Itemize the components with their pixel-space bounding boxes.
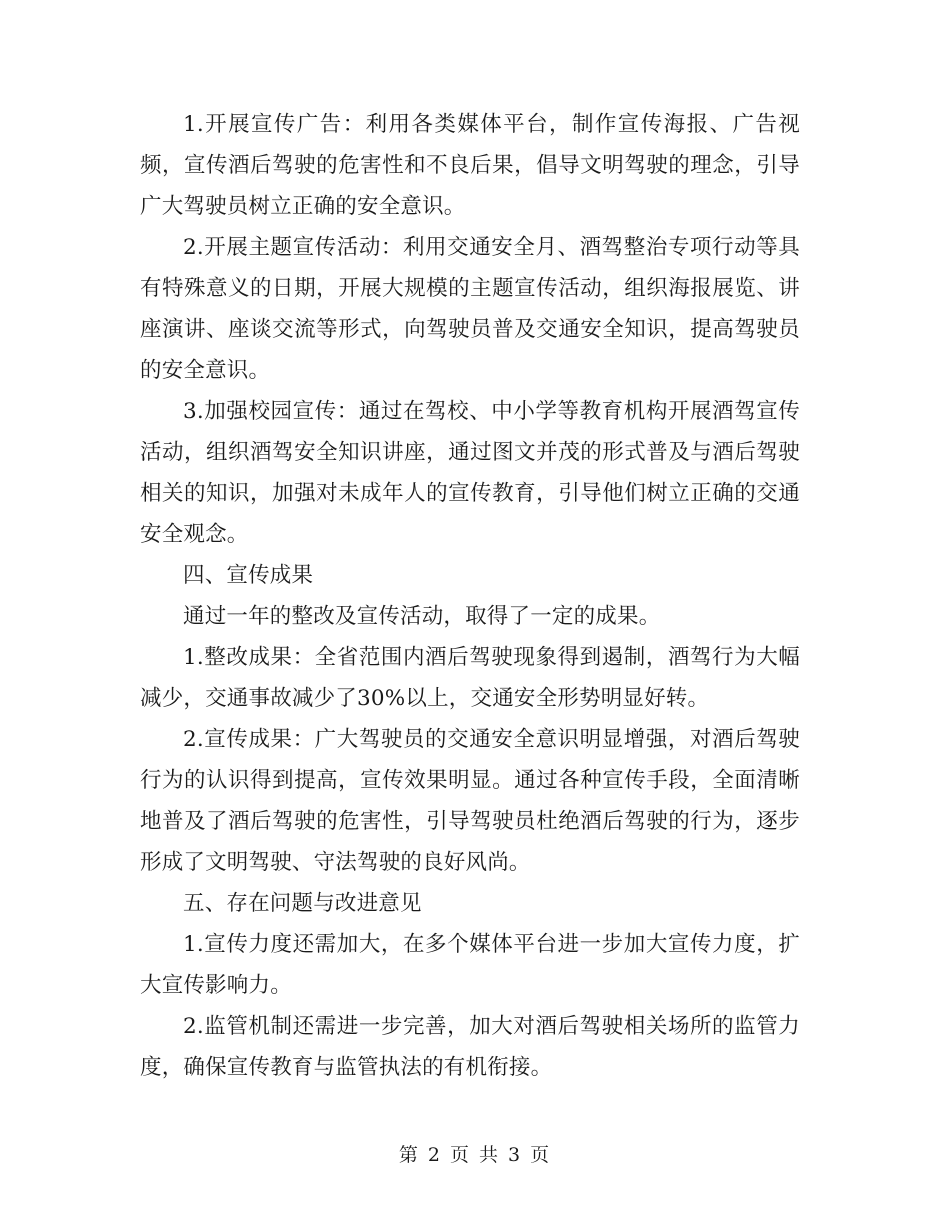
document-body xyxy=(140,104,800,1088)
section-heading-results: 四、宣传成果 xyxy=(183,563,314,588)
paragraph-campus-propaganda: 3.加强校园宣传：通过在驾校、中小学等教育机构开展酒驾宣传活动，组织酒驾安全知识讲座，通过图文并茂的形式普及与酒后驾驶相关的知识，加强对未成年人的宣传教育，引导他们树立正确的交通安全观念。 xyxy=(140,399,800,547)
paragraph-results-intro: 通过一年的整改及宣传活动，取得了一定的成果。 xyxy=(183,604,661,629)
paragraph-improve-supervision: 2.监管机制还需进一步完善，加大对酒后驾驶相关场所的监管力度，确保宣传教育与监管执法的有机衔接。 xyxy=(140,1014,800,1080)
paragraph-propaganda-ads: 1.开展宣传广告：利用各类媒体平台，制作宣传海报、广告视频，宣传酒后驾驶的危害性和不良后果，倡导文明驾驶的理念，引导广大驾驶员树立正确的安全意识。 xyxy=(140,112,800,219)
paragraph-theme-activities: 2.开展主题宣传活动：利用交通安全月、酒驾整治专项行动等具有特殊意义的日期，开展大规模的主题宣传活动，组织海报展览、讲座演讲、座谈交流等形式，向驾驶员普及交通安全知识，提高驾驶员的安全意识。 xyxy=(140,235,800,383)
page-number-footer: 第 2 页 共 3 页 xyxy=(398,1144,552,1166)
section-heading-problems: 五、存在问题与改进意见 xyxy=(183,891,422,916)
paragraph-improve-publicity: 1.宣传力度还需加大，在多个媒体平台进一步加大宣传力度，扩大宣传影响力。 xyxy=(140,932,800,998)
paragraph-rectification-results: 1.整改成果：全省范围内酒后驾驶现象得到遏制，酒驾行为大幅减少，交通事故减少了30%以上，交通安全形势明显好转。 xyxy=(140,645,800,711)
paragraph-propaganda-results: 2.宣传成果：广大驾驶员的交通安全意识明显增强，对酒后驾驶行为的认识得到提高，宣传效果明显。通过各种宣传手段，全面清晰地普及了酒后驾驶的危害性，引导驾驶员杜绝酒后驾驶的行为，逐步形成了文明驾驶、守法驾驶的良好风尚。 xyxy=(140,727,800,875)
